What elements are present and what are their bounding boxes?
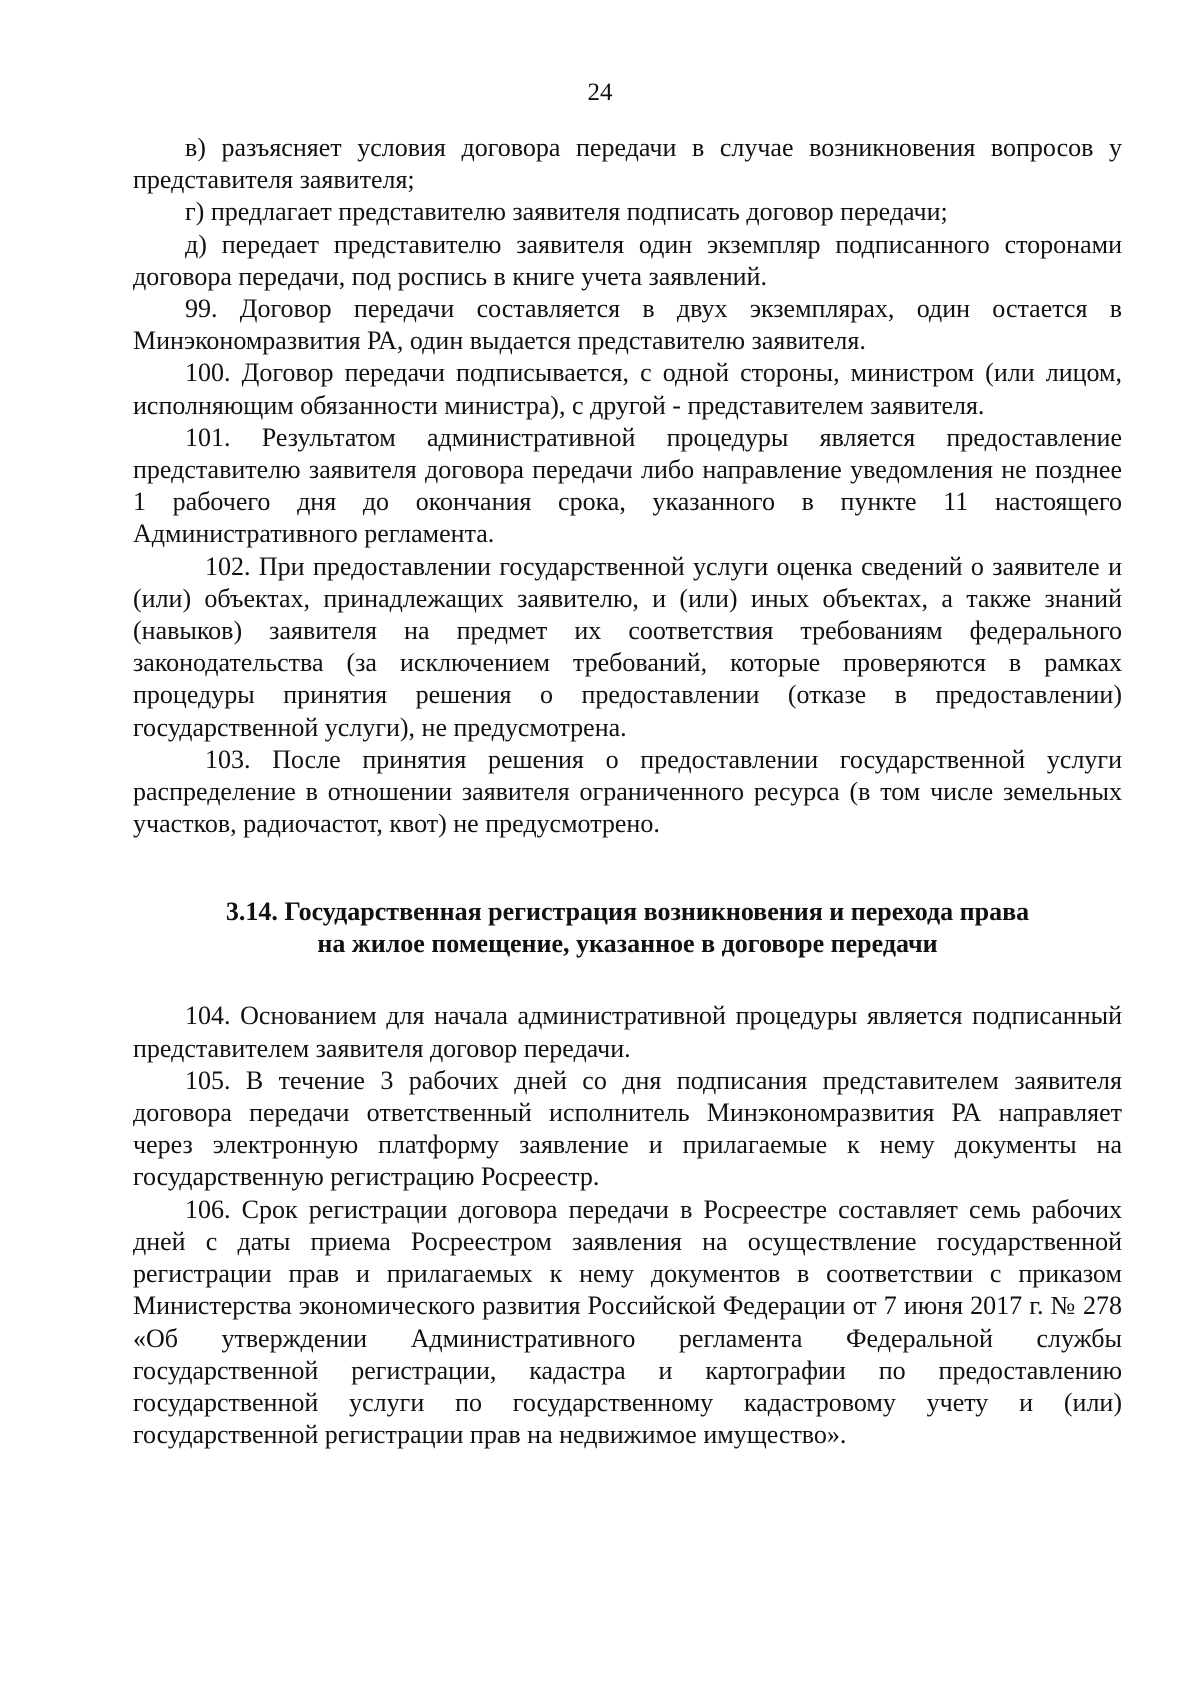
document-body	[133, 132, 1122, 1451]
paragraph-99: 99. Договор передачи составляется в двух экземплярах, один остается в Минэкономразвития РА, один выдается представителю заявителя.	[133, 294, 1122, 356]
paragraph-104: 104. Основанием для начала административной процедуры является подписанный представителем заявителя договор передачи.	[133, 1001, 1122, 1063]
paragraph-101: 101. Результатом административной процедуры является предоставление представителю заявителя договора передачи либо направление уведомления не позднее 1 рабочего дня до окончания срока, указанного в пункте 11 настоящего Административного регламента.	[133, 422, 1122, 549]
paragraph-105: 105. В течение 3 рабочих дней со дня подписания представителем заявителя договора передачи ответственный исполнитель Минэкономразвития РА направляет через электронную платформу заявление и прилагаемые к нему документы на государственную регистрацию Росреестр.	[133, 1065, 1122, 1192]
section-heading	[133, 896, 1122, 960]
paragraph-103: 103. После принятия решения о предоставлении государственной услуги распределение в отношении заявителя ограниченного ресурса (в том числе земельных участков, радиочастот, квот) не предусмотрено.	[133, 744, 1122, 839]
section-heading-line-2: на жилое помещение, указанное в договоре передачи	[317, 929, 938, 959]
paragraph-g: г) предлагает представителю заявителя подписать договор передачи;	[185, 197, 948, 227]
paragraph-106: 106. Срок регистрации договора передачи в Росреестре составляет семь рабочих дней с даты приема Росреестром заявления на осуществление государственной регистрации прав и прилагаемых к нему документов в соответствии с приказом Министерства экономического развития Российской Федерации от 7 июня 2017 г. № 278 «Об утверждении Административного регламента Федеральной службы государственной регистрации, кадастра и картографии по предоставлению государственной услуги по государственному кадастровому учету и (или) государственной регистрации прав на недвижимое имущество».	[133, 1194, 1122, 1450]
paragraph-d: д) передает представителю заявителя один экземпляр подписанного сторонами договора передачи, под роспись в книге учета заявлений.	[133, 229, 1122, 291]
page-number: 24	[587, 79, 613, 106]
paragraph-100: 100. Договор передачи подписывается, с одной стороны, министром (или лицом, исполняющим обязанности министра), с другой - представителем заявителя.	[133, 358, 1122, 420]
section-heading-line-1: 3.14. Государственная регистрация возникновения и перехода права	[225, 897, 1030, 927]
paragraph-v: в) разъясняет условия договора передачи в случае возникновения вопросов у представителя заявителя;	[133, 133, 1122, 195]
paragraph-102: 102. При предоставлении государственной услуги оценка сведений о заявителе и (или) объектах, принадлежащих заявителю, и (или) иных объектах, а также знаний (навыков) заявителя на предмет их соответствия требованиям федерального законодательства (за исключением требований, которые проверяются в рамках процедуры принятия решения о предоставлении (отказе в предоставлении) государственной услуги), не предусмотрена.	[133, 551, 1122, 742]
